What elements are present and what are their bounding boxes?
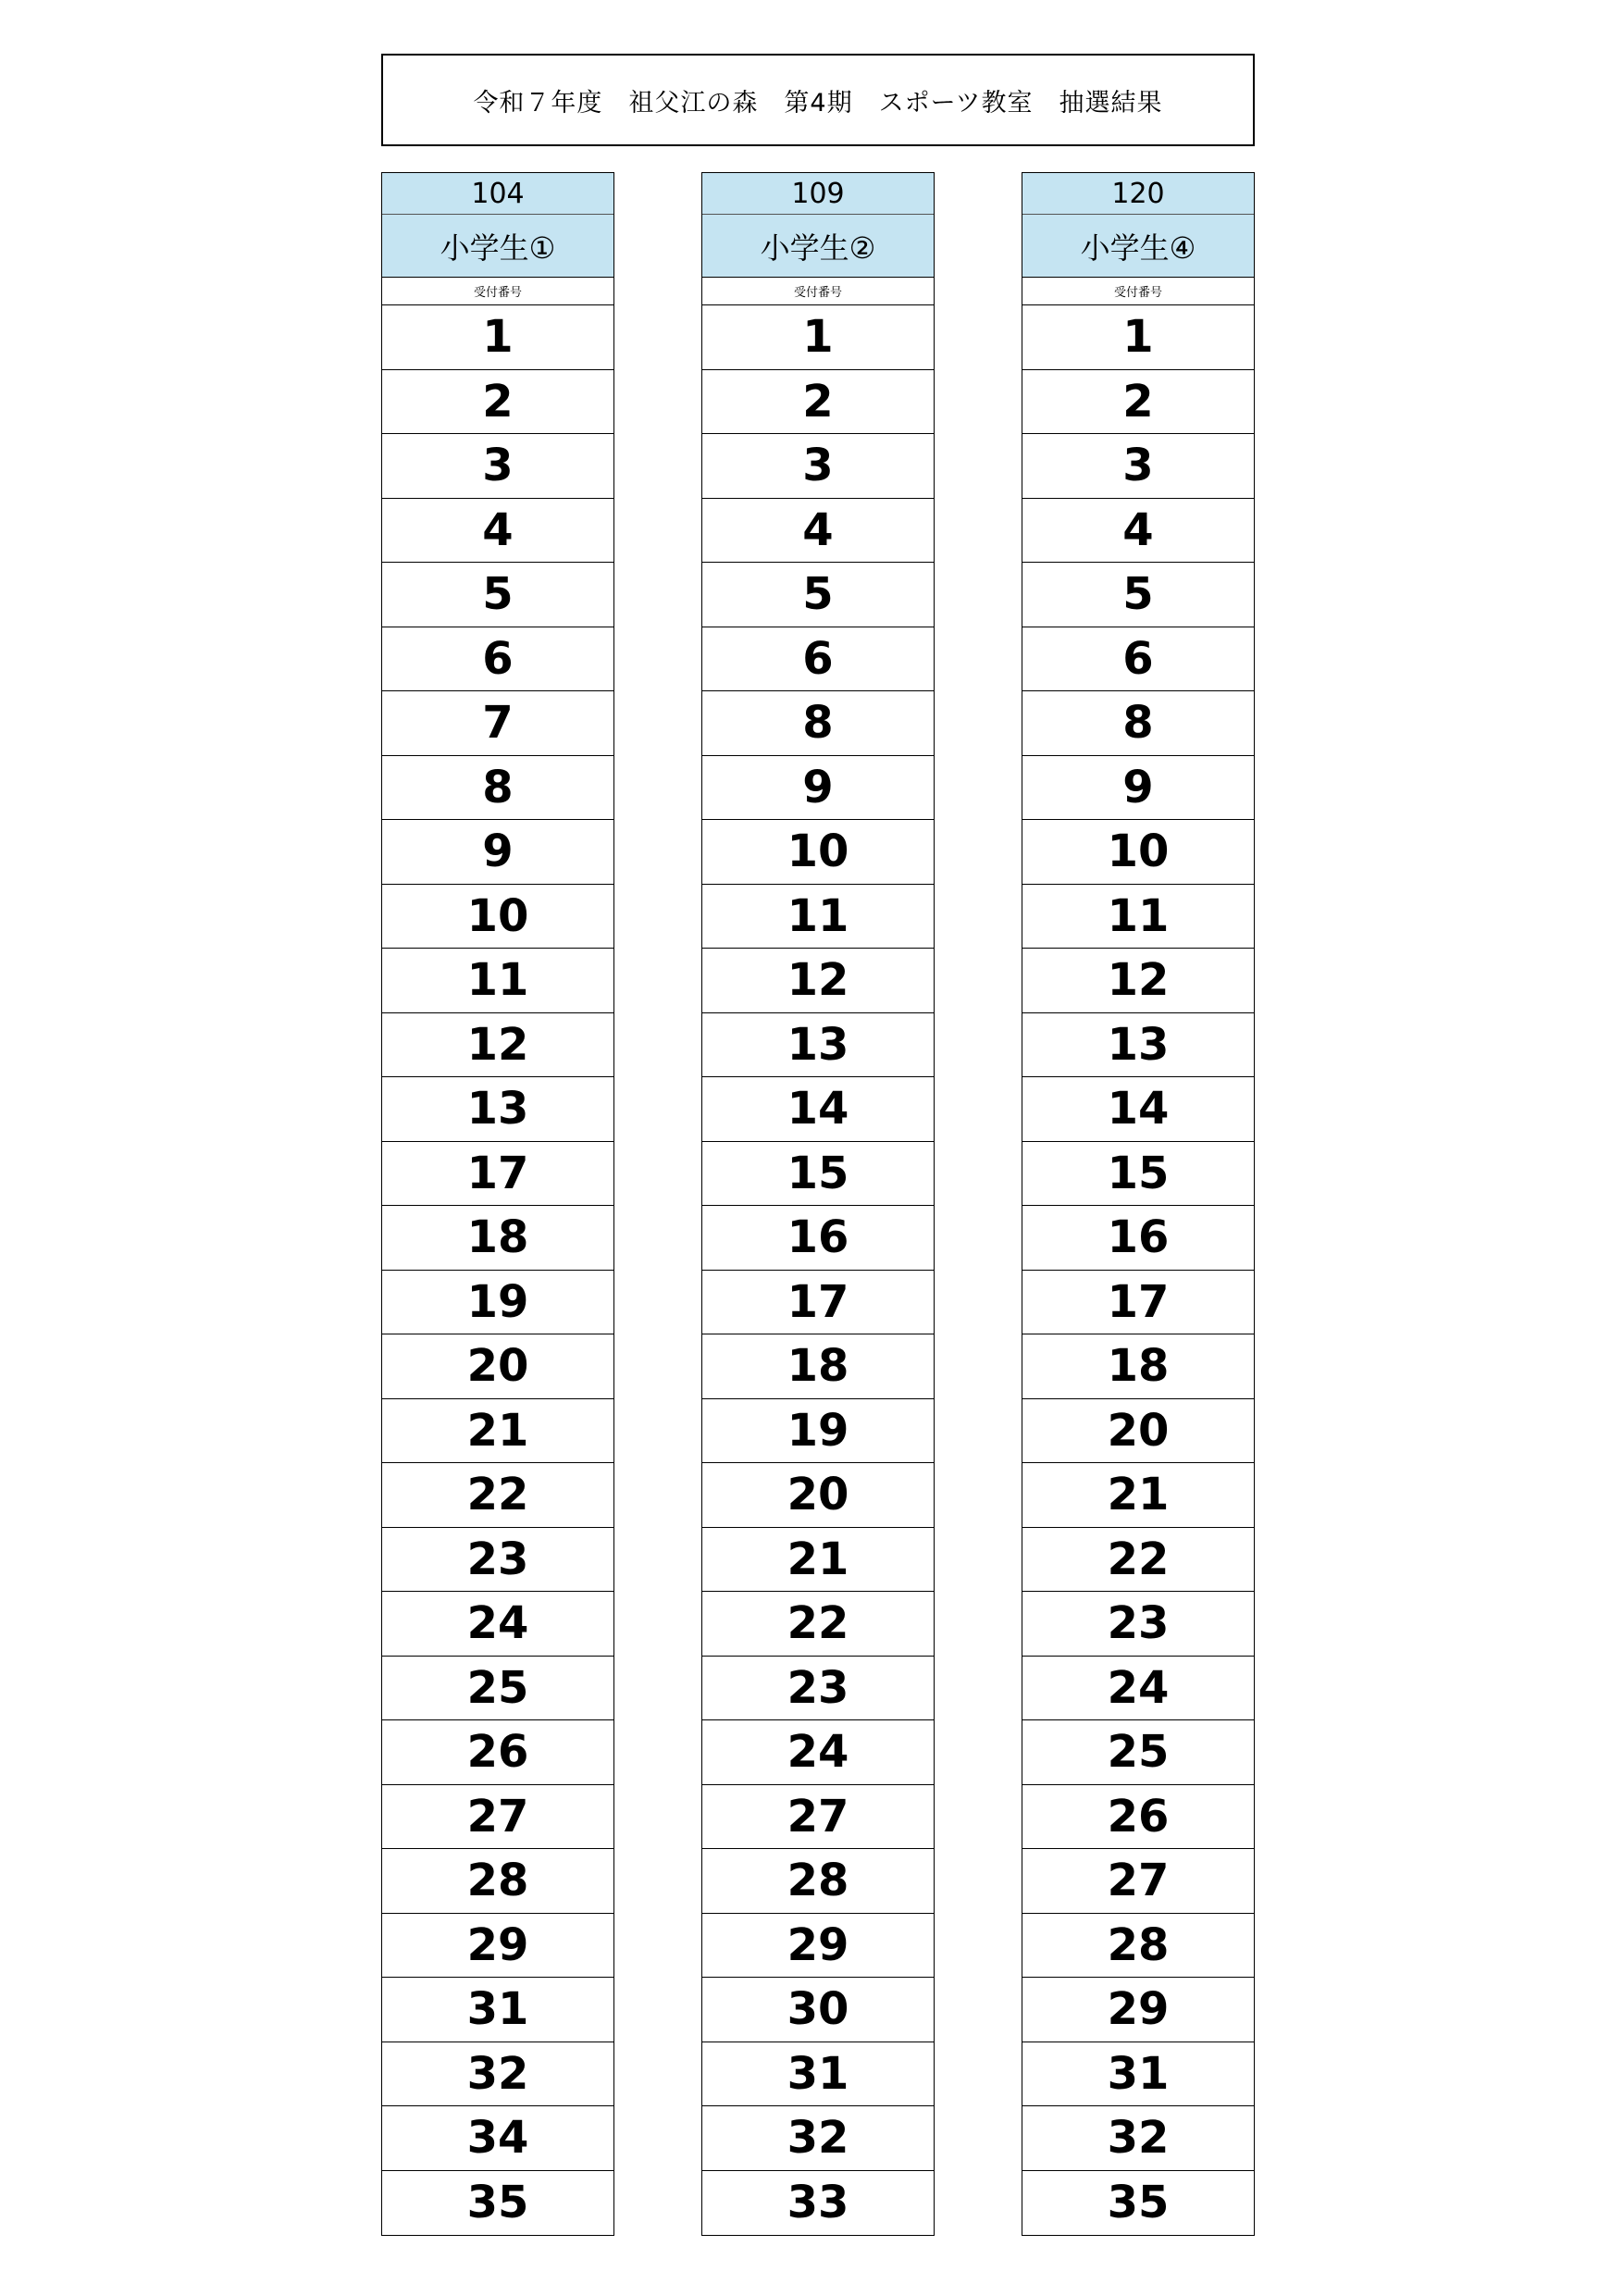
- receipt-number: 1: [382, 305, 613, 370]
- receipt-number: 4: [702, 499, 934, 564]
- receipt-number: 28: [1022, 1914, 1254, 1979]
- receipt-number: 23: [382, 1528, 613, 1593]
- receipt-number: 26: [382, 1720, 613, 1785]
- receipt-number: 29: [382, 1914, 613, 1979]
- receipt-number: 8: [1022, 691, 1254, 756]
- receipt-number: 22: [382, 1463, 613, 1528]
- receipt-number: 18: [1022, 1334, 1254, 1399]
- receipt-number: 10: [382, 885, 613, 949]
- receipt-number: 6: [382, 627, 613, 692]
- receipt-number-label: 受付番号: [702, 278, 934, 305]
- receipt-number: 9: [382, 820, 613, 885]
- receipt-number: 23: [702, 1657, 934, 1721]
- receipt-number: 4: [382, 499, 613, 564]
- receipt-number: 32: [382, 2042, 613, 2107]
- receipt-number: 23: [1022, 1592, 1254, 1657]
- receipt-number: 27: [1022, 1849, 1254, 1914]
- receipt-number: 9: [1022, 756, 1254, 821]
- result-column-2: [701, 172, 935, 2236]
- receipt-number: 1: [702, 305, 934, 370]
- receipt-number: 16: [1022, 1206, 1254, 1271]
- receipt-number: 21: [382, 1399, 613, 1464]
- receipt-number: 13: [382, 1077, 613, 1142]
- receipt-number: 7: [382, 691, 613, 756]
- receipt-number: 31: [1022, 2042, 1254, 2107]
- receipt-number: 6: [1022, 627, 1254, 692]
- receipt-number: 9: [702, 756, 934, 821]
- receipt-number: 22: [702, 1592, 934, 1657]
- receipt-number: 32: [702, 2106, 934, 2171]
- receipt-number: 29: [702, 1914, 934, 1979]
- receipt-number-label: 受付番号: [382, 278, 613, 305]
- receipt-number: 13: [1022, 1013, 1254, 1078]
- receipt-number: 18: [382, 1206, 613, 1271]
- receipt-number: 19: [702, 1399, 934, 1464]
- receipt-number: 25: [382, 1657, 613, 1721]
- receipt-number: 13: [702, 1013, 934, 1078]
- class-name: 小学生②: [702, 215, 934, 278]
- class-code: 104: [382, 173, 613, 215]
- class-code: 120: [1022, 173, 1254, 215]
- receipt-number: 15: [1022, 1142, 1254, 1207]
- receipt-number: 6: [702, 627, 934, 692]
- receipt-number: 8: [702, 691, 934, 756]
- receipt-number: 27: [382, 1785, 613, 1850]
- receipt-number: 35: [466, 2177, 529, 2229]
- receipt-number: 26: [1022, 1785, 1254, 1850]
- receipt-number: 21: [1022, 1463, 1254, 1528]
- class-name: 小学生④: [1022, 215, 1254, 278]
- receipt-number-label: 受付番号: [1022, 278, 1254, 305]
- receipt-number: 17: [702, 1271, 934, 1335]
- receipt-number: 17: [382, 1142, 613, 1207]
- receipt-number: 24: [702, 1720, 934, 1785]
- receipt-number: 10: [702, 820, 934, 885]
- receipt-number: 20: [382, 1334, 613, 1399]
- receipt-number: 8: [382, 756, 613, 821]
- receipt-number: 5: [1022, 563, 1254, 627]
- result-column-1: [381, 172, 614, 2236]
- receipt-number: 2: [1022, 370, 1254, 435]
- receipt-number: 33: [787, 2177, 849, 2229]
- receipt-number: 2: [702, 370, 934, 435]
- receipt-number: 17: [1022, 1271, 1254, 1335]
- receipt-number: 3: [382, 434, 613, 499]
- receipt-number: 28: [382, 1849, 613, 1914]
- receipt-number: 14: [702, 1077, 934, 1142]
- class-code: 109: [702, 173, 934, 215]
- receipt-number: 11: [382, 949, 613, 1013]
- receipt-number: 15: [702, 1142, 934, 1207]
- receipt-number: 4: [1022, 499, 1254, 564]
- receipt-number: 32: [1022, 2106, 1254, 2171]
- receipt-number: 3: [702, 434, 934, 499]
- receipt-number: 31: [382, 1978, 613, 2042]
- receipt-number: 11: [1022, 885, 1254, 949]
- receipt-number: 1: [1022, 305, 1254, 370]
- receipt-number: 29: [1022, 1978, 1254, 2042]
- receipt-number: 24: [382, 1592, 613, 1657]
- receipt-number: 30: [702, 1978, 934, 2042]
- receipt-number: 18: [702, 1334, 934, 1399]
- receipt-number: 16: [702, 1206, 934, 1271]
- receipt-number: 31: [702, 2042, 934, 2107]
- result-column-3: [1022, 172, 1255, 2236]
- receipt-number: 3: [1022, 434, 1254, 499]
- receipt-number: 12: [702, 949, 934, 1013]
- receipt-number: 2: [382, 370, 613, 435]
- page-title: 令和７年度 祖父江の森 第4期 スポーツ教室 抽選結果: [381, 54, 1255, 146]
- receipt-number: 19: [382, 1271, 613, 1335]
- receipt-number: 28: [702, 1849, 934, 1914]
- receipt-number: 5: [382, 563, 613, 627]
- receipt-number: 20: [1022, 1399, 1254, 1464]
- class-name: 小学生①: [382, 215, 613, 278]
- receipt-number: 24: [1022, 1657, 1254, 1721]
- receipt-number: 5: [702, 563, 934, 627]
- receipt-number: 25: [1022, 1720, 1254, 1785]
- receipt-number: 27: [702, 1785, 934, 1850]
- receipt-number: 10: [1022, 820, 1254, 885]
- receipt-number: 14: [1022, 1077, 1254, 1142]
- receipt-number: 21: [702, 1528, 934, 1593]
- receipt-number: 20: [702, 1463, 934, 1528]
- receipt-number: 35: [1107, 2177, 1170, 2229]
- receipt-number: 12: [382, 1013, 613, 1078]
- receipt-number: 34: [382, 2106, 613, 2171]
- receipt-number: 11: [702, 885, 934, 949]
- receipt-number: 12: [1022, 949, 1254, 1013]
- receipt-number: 22: [1022, 1528, 1254, 1593]
